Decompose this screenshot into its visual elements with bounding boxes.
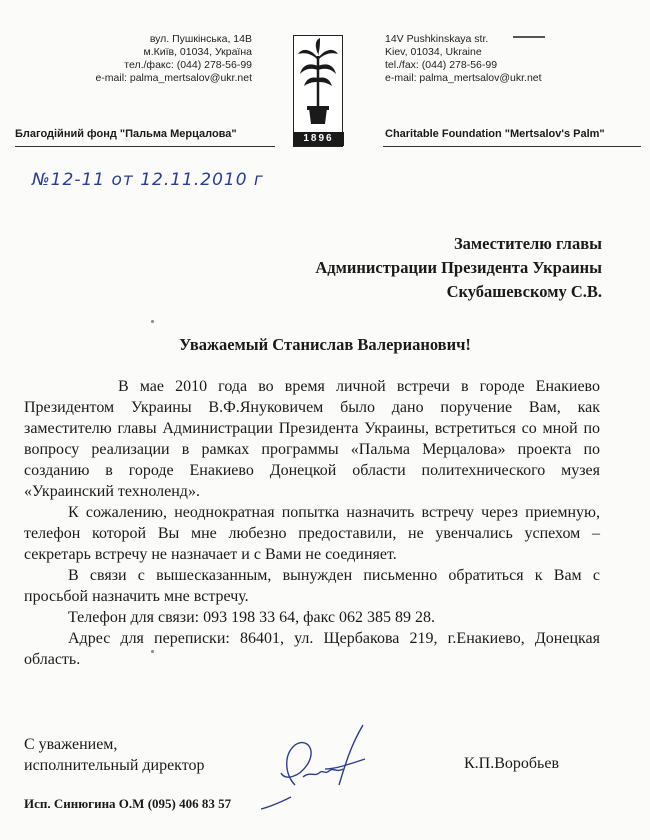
addressee-line: Администрации Президента Украины xyxy=(315,258,602,277)
paragraph: Адрес для переписки: 86401, ул. Щербакова 219, г.Енакиево, Донецкая область. xyxy=(24,630,600,668)
palm-tree-icon xyxy=(294,36,342,134)
letterhead-address-en xyxy=(385,33,585,85)
speck xyxy=(151,650,154,653)
speck xyxy=(151,320,154,323)
logo xyxy=(293,35,343,147)
salutation: Уважаемый Станислав Валерианович! xyxy=(179,335,471,354)
paragraph: К сожалению, неоднократная попытка назначить встречу через приемную, телефон которой Вы мне любезно предоставили, не увенчались успехом – секретарь встречу не назначает и с Вами не соединяет. xyxy=(24,504,600,563)
signatory-name: К.П.Воробьев xyxy=(464,755,559,772)
closing-line: С уважением, xyxy=(24,736,118,753)
phone-line: tel./fax: (044) 278-56-99 xyxy=(385,59,498,71)
header-rule-right xyxy=(383,146,641,147)
header-rule-left xyxy=(15,146,275,147)
address-line: м.Київ, 01034, Україна xyxy=(143,46,252,58)
address-line: вул. Пушкінська, 14В xyxy=(149,33,252,45)
closing-block xyxy=(24,734,205,776)
registration-number: №12-11 от 12.11.2010 г xyxy=(32,170,264,190)
handwritten-signature xyxy=(255,715,390,815)
foundation-name-en: Charitable Foundation "Mertsalov's Palm" xyxy=(385,128,605,140)
addressee-line: Скубашевскому С.В. xyxy=(446,282,602,301)
addressee-block xyxy=(315,232,602,304)
executor-line: Исп. Синюгина О.М (095) 406 83 57 xyxy=(24,796,232,811)
closing-title: исполнительный директор xyxy=(24,757,205,774)
letter-body xyxy=(24,376,600,670)
paragraph: В связи с вышесказанным, вынужден письменно обратиться к Вам с просьбой назначить мне встречу. xyxy=(24,567,600,605)
email-line: e-mail: palma_mertsalov@ukr.net xyxy=(95,72,252,84)
letterhead-address-ua xyxy=(60,33,252,85)
logo-year: 1896 xyxy=(293,132,344,146)
address-line: Kiev, 01034, Ukraine xyxy=(385,46,482,58)
addressee-line: Заместителю главы xyxy=(453,234,602,253)
paragraph: Телефон для связи: 093 198 33 64, факс 062 385 89 28. xyxy=(68,609,436,626)
foundation-name-ua: Благодійний фонд "Пальма Мерцалова" xyxy=(15,128,237,140)
email-line: e-mail: palma_mertsalov@ukr.net xyxy=(385,72,542,84)
paragraph: В мае 2010 года во время личной встречи в городе Енакиево Президентом Украины В.Ф.Януковичем было дано поручение Вам, как заместителю главы Администрации Президента Украины, встретиться со мной по вопросу реализации в рамках программы «Пальма Мерцалова» проекта по созданию в городе Енакиево Донецкой области политехнического музея «Украинский техноленд». xyxy=(24,378,600,500)
address-line: 14V Pushkinskaya str. xyxy=(385,33,489,45)
phone-line: тел./факс: (044) 278-56-99 xyxy=(124,59,252,71)
